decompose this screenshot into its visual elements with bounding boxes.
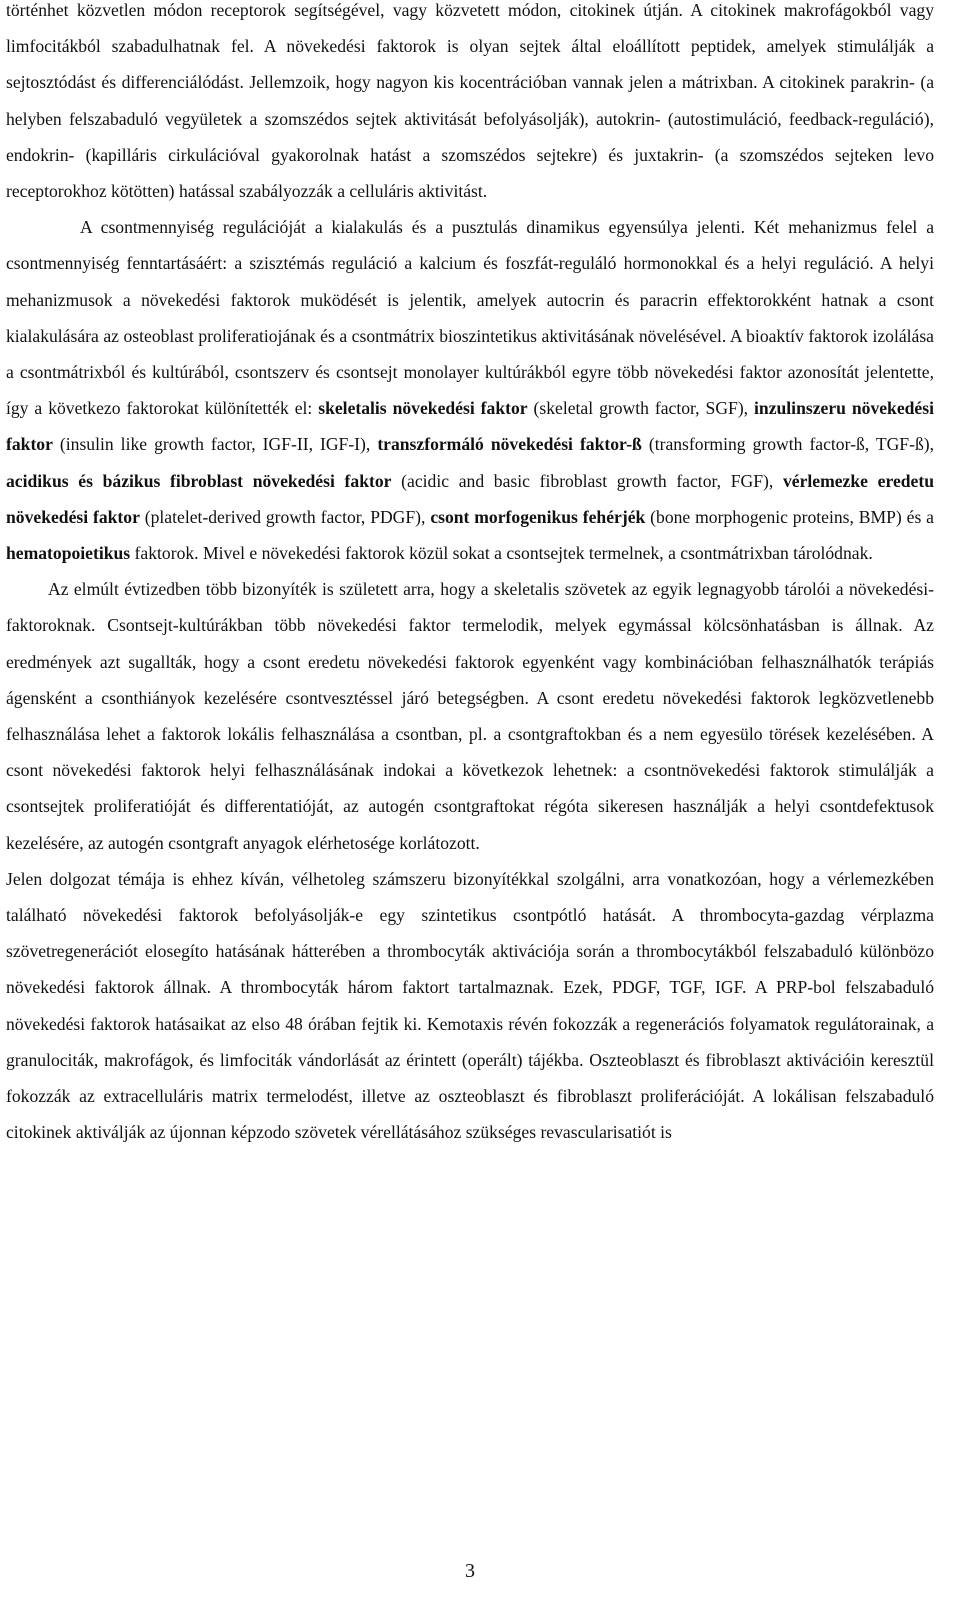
text-segment: A csontmennyiség regulációját a kialakulás és a pusztulás dinamikus egyensúlya jelenti. Két mehanizmus felel a csontmennyiség fenntartásáért: a szisztémás reguláció a kalcium és foszfát-reguláló hormonokkal és a helyi reguláció. A helyi mehanizmusok a növekedési faktorok muködését is jelentik, amelyek autocrin és paracrin effektorokként hatnak a csont kialakulására az osteoblast proliferatiojának és a csontmátrix bioszintetikus aktivitásának növelésével. A bioaktív faktorok izolálása a csontmátrixból és kultúrából, csontszerv és csontsejt monolayer kultúrákból egyre több növekedési faktor azonosítát jelentette, így a következo faktorokat különítették el: — [6, 217, 934, 419]
bold-term: inzulinszeru növekedési faktor — [6, 398, 934, 455]
body-text — [6, 0, 934, 1151]
text-segment: Az elmúlt évtizedben több bizonyíték is született arra, hogy a skeletalis szövetek az egyik legnagyobb tárolói a növekedési-faktoroknak. Csontsejt-kultúrákban több növekedési faktor termelodik, melyek egymással kölcsönhatásban is állnak. Az eredmények azt sugallták, hogy a csont eredetu növekedési faktorok egyenként vagy kombinációban felhasználhatók terápiás ágensként a csonthiányok kezelésére csontvesztéssel járó betegségben. A csont eredetu növekedési faktorok legközvetlenebb felhasználása lehet a faktorok lokális felhasználása a csontban, pl. a csontgraftokban és a nem egyesülo törések kezelésében. A csont növekedési faktorok helyi felhasználásának indokai a következok lehetnek: a csontnövekedési faktorok stimulálják a csontsejtek proliferatióját és differentatióját, az autogén csontgraftokat régóta sikeresen használják a helyi csontdefektusok kezelésére, az autogén csontgraft anyagok elérhetosége korlátozott. — [6, 579, 934, 853]
text-segment: Jelen dolgozat témája is ehhez kíván, vélhetoleg számszeru bizonyítékkal szolgálni, arra vonatkozóan, hogy a vérlemezkében található növekedési faktorok befolyásolják-e egy szintetikus csontpótló hatását. A thrombocyta-gazdag vérplazma szövetregenerációt elosegíto hatásának hátterében a thrombocyták aktivációja során a thrombocytákból felszabaduló különbözo növekedési faktorok állnak. A thrombocyták három faktort tartalmaznak. Ezek, PDGF, TGF, IGF. A PRP-bol felszabaduló növekedési faktorok hatásaikat az elso 48 órában fejtik ki. Kemotaxis révén fokozzák a regenerációs folyamatok regulátorainak, a granulociták, makrofágok, és limfociták vándorlását az érintett (operált) tájékba. Oszteoblaszt és fibroblaszt aktivációin keresztül fokozzák az extracelluláris matrix termelodést, illetve az oszteoblaszt és fibroblaszt proliferációját. A lokálisan felszabaduló citokinek aktiválják az újonnan képzodo szövetek vérellátásához szükséges revascularisatiót is — [6, 868, 934, 1143]
paragraph — [6, 861, 934, 1151]
page-number: 3 — [465, 1560, 475, 1582]
bold-term: skeletalis növekedési faktor — [318, 398, 528, 419]
paragraph — [6, 0, 934, 209]
text-segment: történhet közvetlen módon receptorok segítségével, vagy közvetett módon, citokinek útján. A citokinek makrofágokból vagy limfocitákból szabadulhatnak fel. A növekedési faktorok is olyan sejtek által eloállított peptidek, amelyek stimulálják a sejtosztódást és differenciálódást. Jellemzoik, hogy nagyon kis kocentrációban vannak jelen a mátrixban. A citokinek parakrin- (a helyben felszabaduló vegyületek a szomszédos sejtek aktivitását befolyásolják), autokrin- (autostimuláció, feedback-reguláció), endokrin- (kapilláris cirkulációval gyakorolnak hatást a szomszédos sejtekre) és juxtakrin- (a szomszédos sejteken levo receptorokhoz kötötten) hatással szabályozzák a celluláris aktivitást. — [6, 0, 934, 202]
text-segment: (transforming growth factor-ß, TGF-ß), — [641, 434, 935, 455]
bold-term: hematopoietikus — [6, 543, 131, 564]
bold-term: csont morfogenikus fehérjék — [430, 506, 646, 527]
document-page — [6, 0, 934, 1608]
bold-term: vérlemezke eredetu növekedési faktor — [6, 470, 935, 527]
bold-term: acidikus és bázikus fibroblast növekedési faktor — [6, 470, 392, 491]
paragraph — [6, 209, 934, 571]
text-segment: (insulin like growth factor, IGF-II, IGF-I), — [52, 434, 378, 455]
bold-term: transzformáló növekedési faktor-ß — [377, 434, 642, 455]
text-segment: faktorok. Mivel e növekedési faktorok közül sokat a csontsejtek termelnek, a csontmátrixban tárolódnak. — [130, 543, 873, 564]
text-segment: (platelet-derived growth factor, PDGF), — [139, 506, 431, 527]
text-segment: (bone morphogenic proteins, BMP) és a — [645, 506, 934, 527]
text-segment: (skeletal growth factor, SGF), — [527, 398, 755, 419]
text-segment: (acidic and basic fibroblast growth factor, FGF), — [391, 470, 783, 491]
paragraph — [6, 571, 934, 861]
